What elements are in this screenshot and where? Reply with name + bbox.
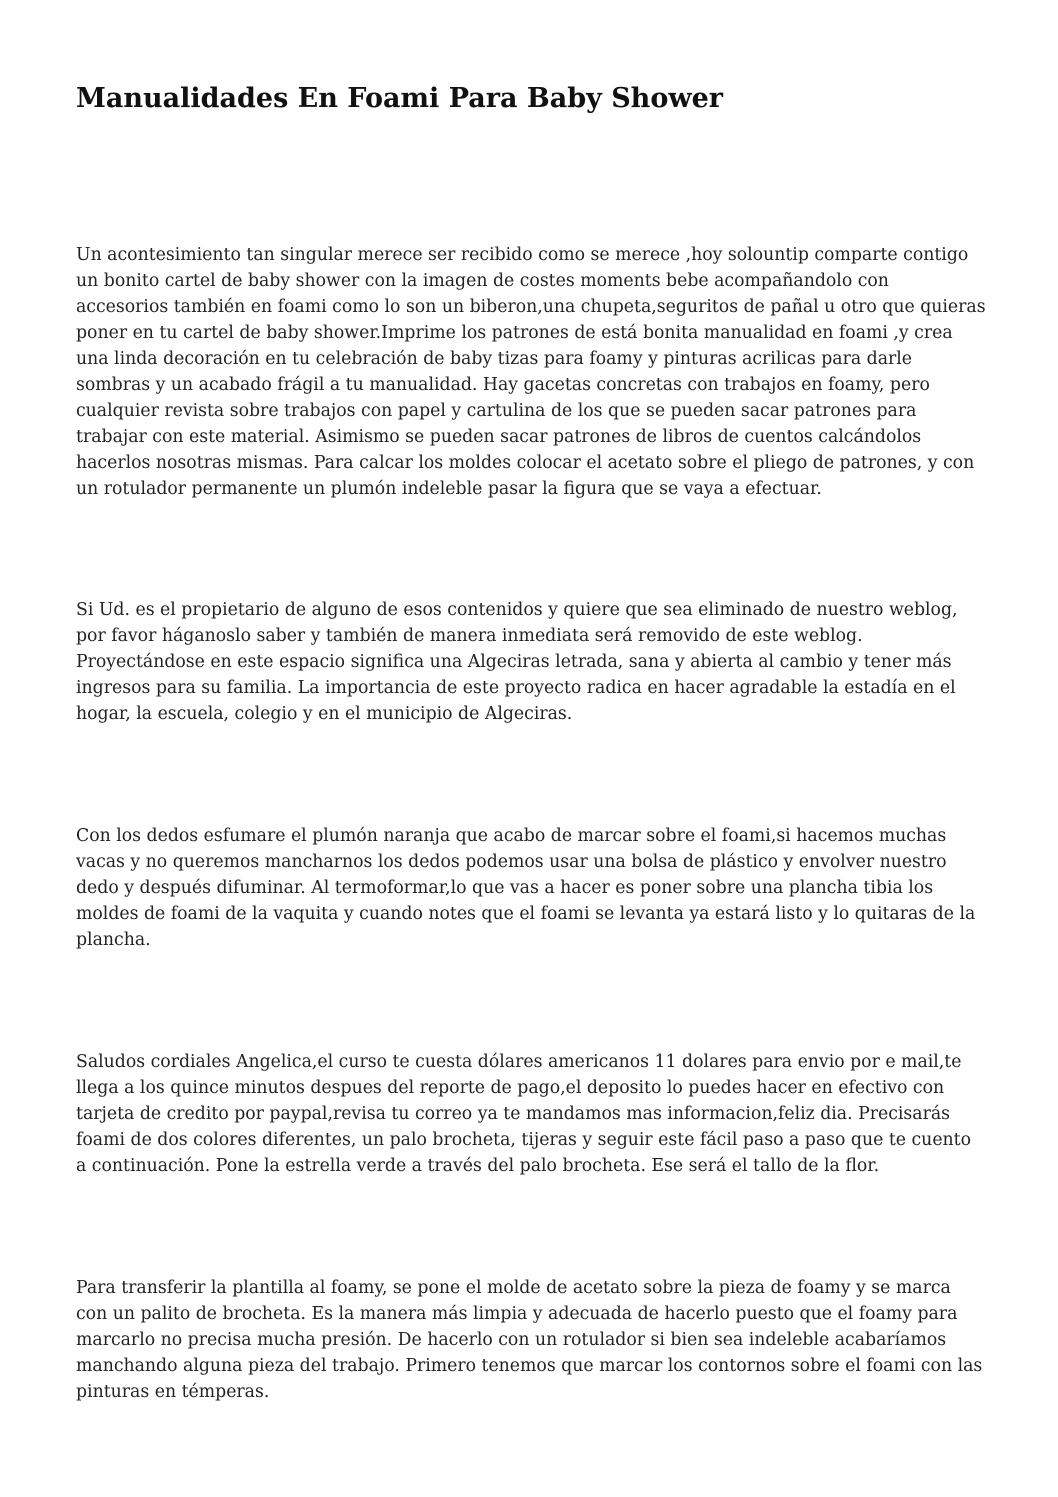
paragraph-2: Si Ud. es el propietario de alguno de esos contenidos y quiere que sea eliminado de nuestro weblog, por favor háganoslo saber y también de manera inmediata será removido de este weblog. Proyectándose en este espacio significa una Algeciras letrada, sana y abierta al cambio y tener más ingresos para su familia. La importancia de este proyecto radica en hacer agradable la estadía en el hogar, la escuela, colegio y en el municipio de Algeciras. — [76, 600, 958, 724]
page-title: Manualidades En Foami Para Baby Shower — [76, 83, 723, 114]
paragraph-1: Un acontesimiento tan singular merece ser recibido como se merece ,hoy solountip comparte contigo un bonito cartel de baby shower con la imagen de costes moments bebe acompañandolo con accesorios también en foami como lo son un biberon,una chupeta,seguritos de pañal u otro que quieras poner en tu cartel de baby shower.Imprime los patrones de está bonita manualidad en foami ,y crea una linda decoración en tu celebración de baby tizas para foamy y pinturas acrilicas para darle sombras y un acabado frágil a tu manualidad. Hay gacetas concretas con trabajos en foamy, pero cualquier revista sobre trabajos con papel y cartulina de los que se pueden sacar patrones para trabajar con este material. Asimismo se pueden sacar patrones de libros de cuentos calcándolos hacerlos nosotras mismas. Para calcar los moldes colocar el acetato sobre el pliego de patrones, y con un rotulador permanente un plumón indeleble pasar la figura que se vaya a efectuar. — [76, 245, 986, 499]
paragraph-5: Para transferir la plantilla al foamy, se pone el molde de acetato sobre la pieza de foamy y se marca con un palito de brocheta. Es la manera más limpia y adecuada de hacerlo puesto que el foamy para marcarlo no precisa mucha presión. De hacerlo con un rotulador si bien sea indeleble acabaríamos manchando alguna pieza del trabajo. Primero tenemos que marcar los contornos sobre el foami con las pinturas en témperas. — [76, 1278, 983, 1402]
paragraph-4: Saludos cordiales Angelica,el curso te cuesta dólares americanos 11 dolares para envio por e mail,te llega a los quince minutos despues del reporte de pago,el deposito lo puedes hacer en efectivo con tarjeta de credito por paypal,revisa tu correo ya te mandamos mas informacion,feliz dia. Precisarás foami de dos colores diferentes, un palo brocheta, tijeras y seguir este fácil paso a paso que te cuento a continuación. Pone la estrella verde a través del palo brocheta. Ese será el tallo de la flor. — [76, 1052, 972, 1176]
paragraph-3: Con los dedos esfumare el plumón naranja que acabo de marcar sobre el foami,si hacemos muchas vacas y no queremos mancharnos los dedos podemos usar una bolsa de plástico y envolver nuestro dedo y después difuminar. Al termoformar,lo que vas a hacer es poner sobre una plancha tibia los moldes de foami de la vaquita y cuando notes que el foami se levanta ya estará listo y lo quitaras de la plancha. — [76, 826, 976, 950]
